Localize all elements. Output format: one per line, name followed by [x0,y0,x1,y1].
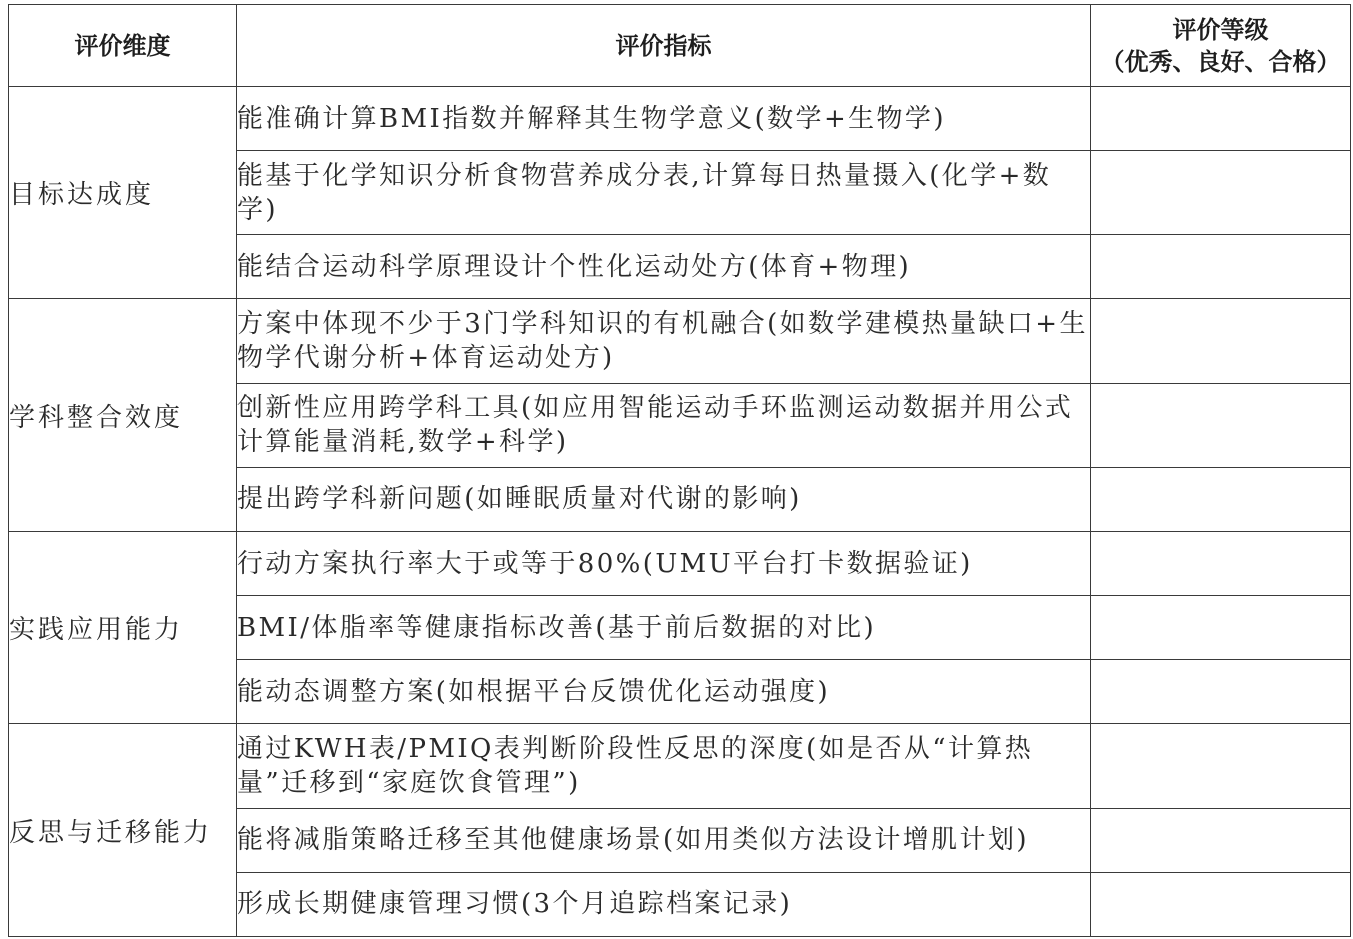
dimension-cell: 实践应用能力 [9,531,237,723]
grade-cell[interactable] [1091,724,1351,808]
indicator-cell: 能基于化学知识分析食物营养成分表,计算每日热量摄入(化学+数学) [237,151,1091,235]
grade-cell[interactable] [1091,596,1351,660]
indicator-cell: BMI/体脂率等健康指标改善(基于前后数据的对比) [237,596,1091,660]
grade-cell[interactable] [1091,299,1351,383]
indicator-cell: 能准确计算BMI指数并解释其生物学意义(数学+生物学) [237,87,1091,151]
evaluation-rubric-table [8,4,1351,937]
grade-cell[interactable] [1091,872,1351,936]
header-row [9,5,1351,87]
header-grade [1091,5,1351,87]
indicator-cell: 形成长期健康管理习惯(3个月追踪档案记录) [237,872,1091,936]
header-grade-options: （优秀、良好、合格） [1100,47,1341,76]
table-row [9,724,1351,808]
indicator-cell: 方案中体现不少于3门学科知识的有机融合(如数学建模热量缺口+生物学代谢分析+体育运动处方) [237,299,1091,383]
grade-cell[interactable] [1091,660,1351,724]
indicator-cell: 通过KWH表/PMIQ表判断阶段性反思的深度(如是否从“计算热量”迁移到“家庭饮食管理”) [237,724,1091,808]
indicator-cell: 行动方案执行率大于或等于80%(UMU平台打卡数据验证) [237,531,1091,595]
indicator-cell: 创新性应用跨学科工具(如应用智能运动手环监测运动数据并用公式计算能量消耗,数学+科学) [237,383,1091,467]
indicator-cell: 能结合运动科学原理设计个性化运动处方(体育+物理) [237,235,1091,299]
dimension-cell: 反思与迁移能力 [9,724,237,937]
table-row [9,299,1351,383]
grade-cell[interactable] [1091,531,1351,595]
indicator-cell: 提出跨学科新问题(如睡眠质量对代谢的影响) [237,467,1091,531]
grade-cell[interactable] [1091,808,1351,872]
indicator-cell: 能将减脂策略迁移至其他健康场景(如用类似方法设计增肌计划) [237,808,1091,872]
table-row [9,87,1351,151]
grade-cell[interactable] [1091,87,1351,151]
grade-cell[interactable] [1091,235,1351,299]
dimension-cell: 目标达成度 [9,87,237,299]
indicator-cell: 能动态调整方案(如根据平台反馈优化运动强度) [237,660,1091,724]
header-dimension: 评价维度 [9,5,237,87]
header-grade-title: 评价等级 [1172,15,1269,44]
table-row [9,531,1351,595]
header-indicator: 评价指标 [237,5,1091,87]
grade-cell[interactable] [1091,383,1351,467]
grade-cell[interactable] [1091,151,1351,235]
dimension-cell: 学科整合效度 [9,299,237,532]
grade-cell[interactable] [1091,467,1351,531]
